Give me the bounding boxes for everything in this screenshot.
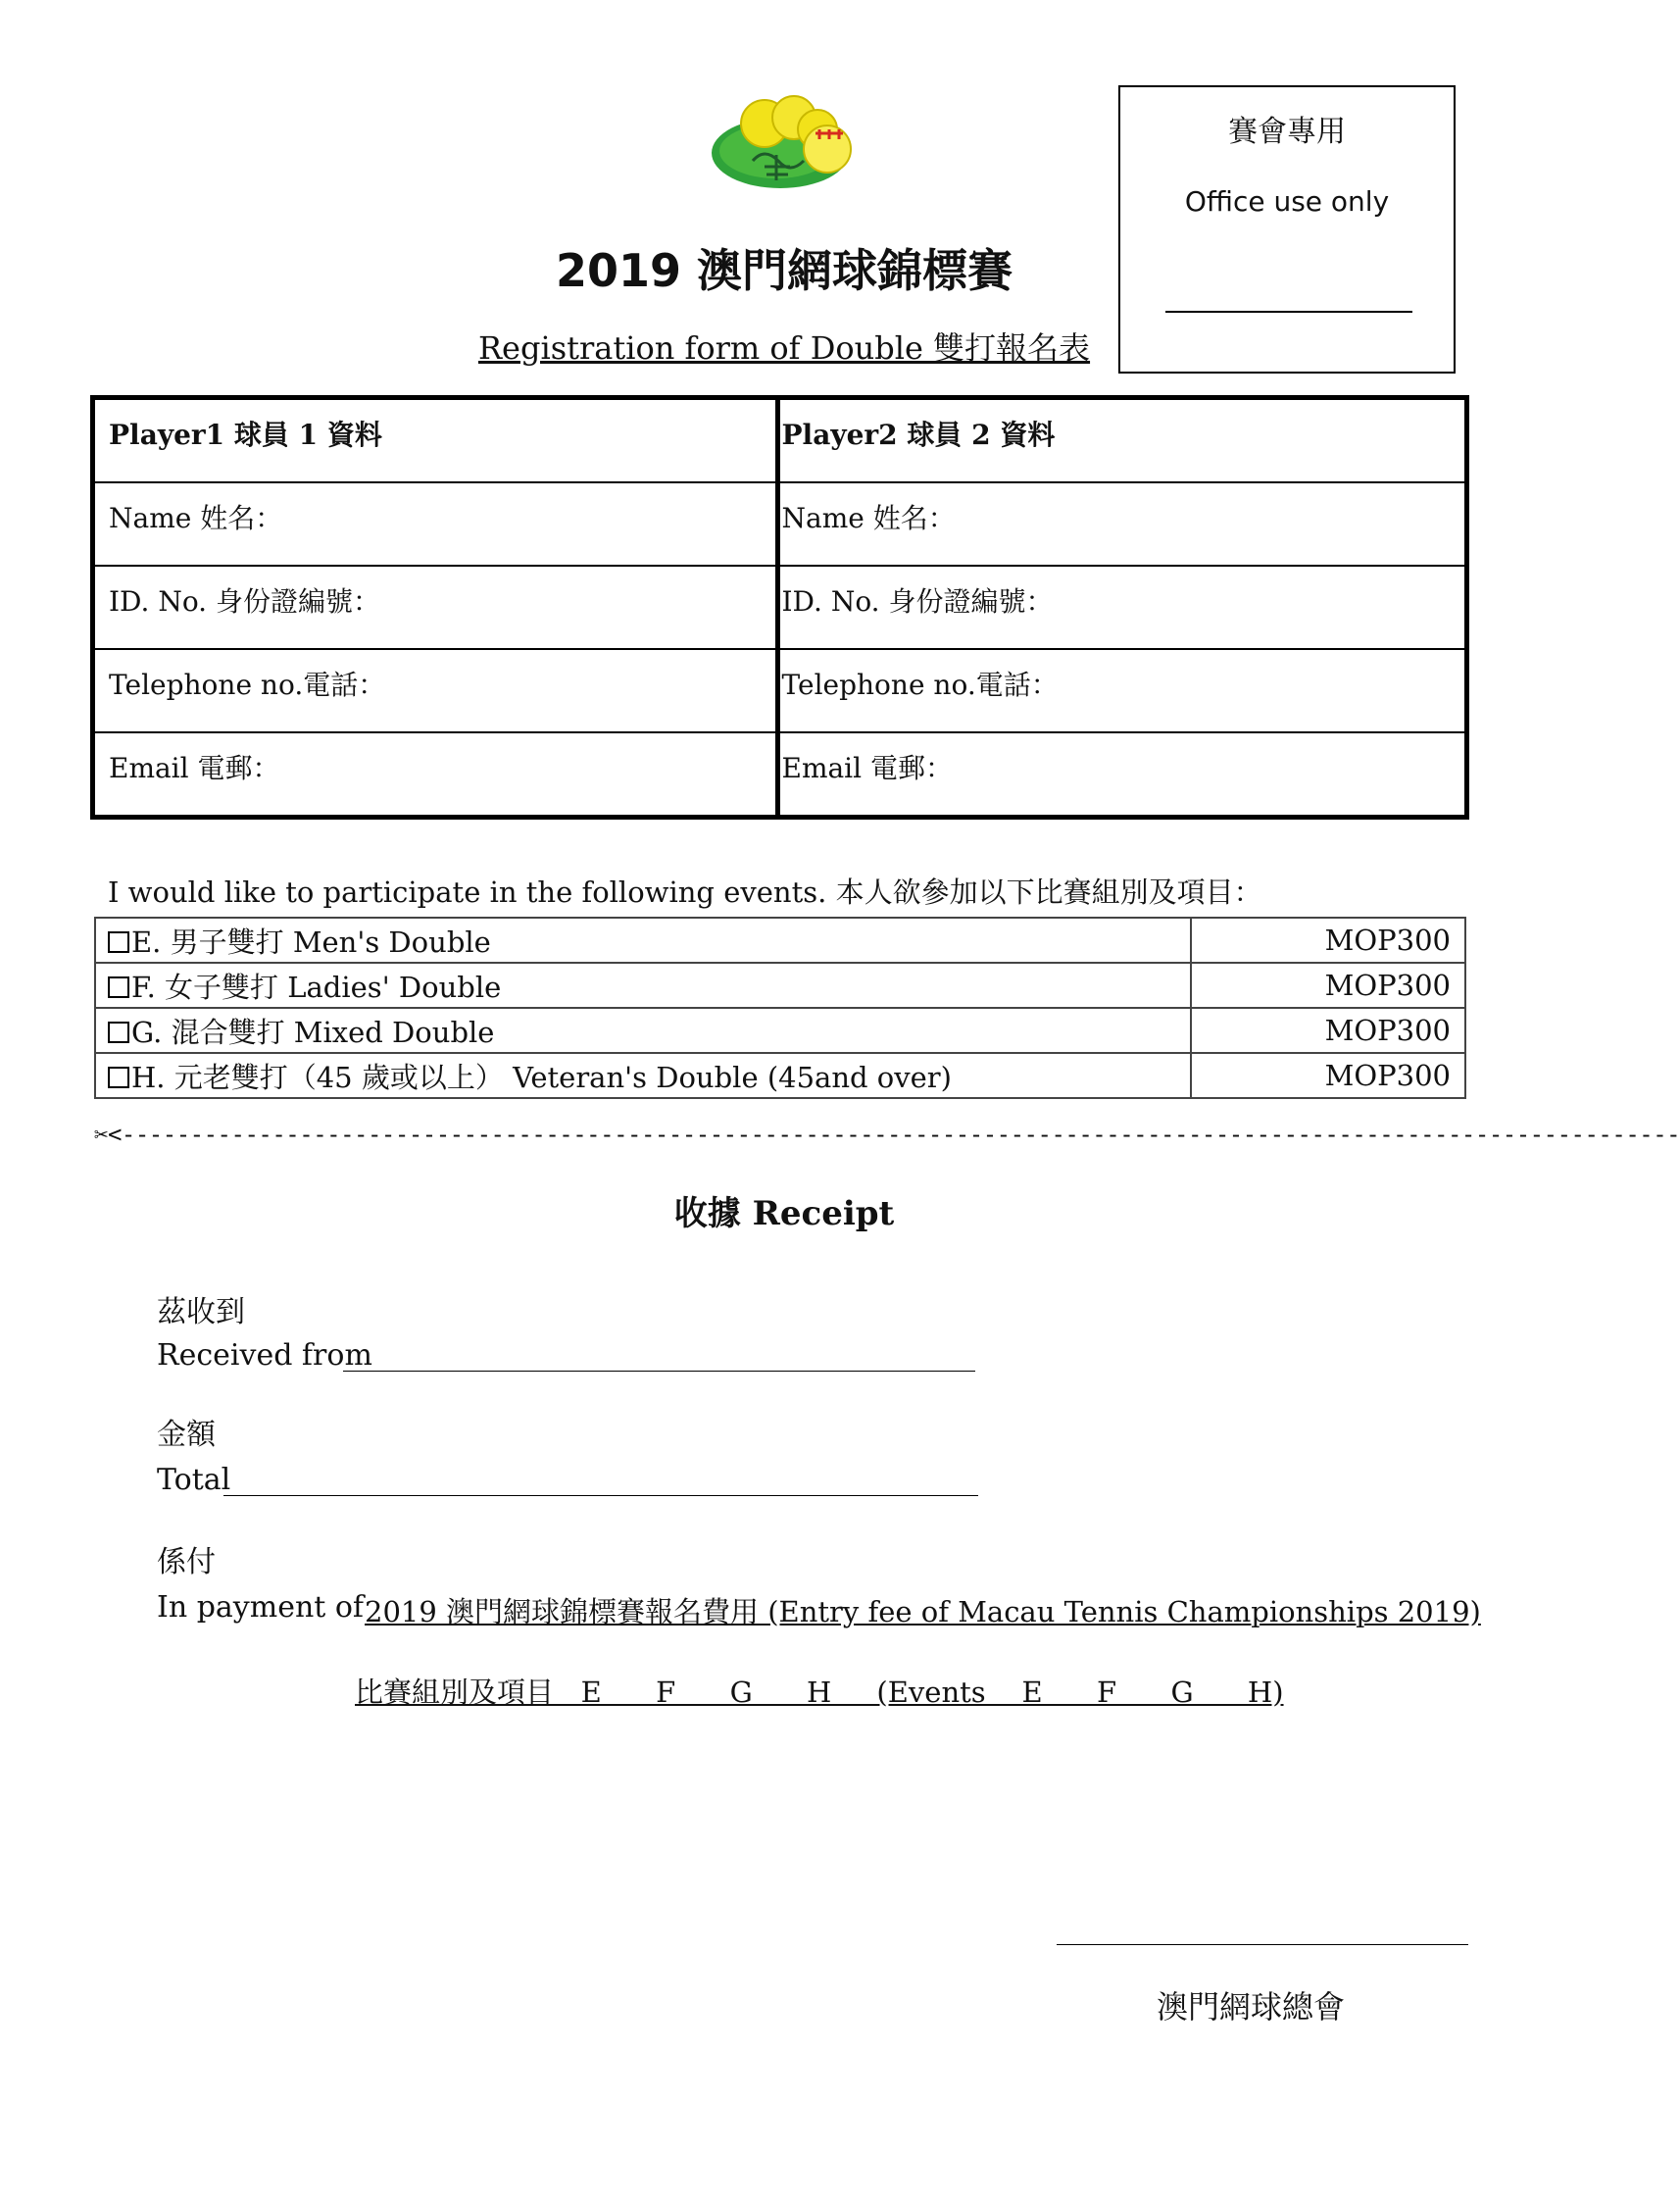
received-label-en: Received from (157, 1338, 372, 1373)
event-e-fee: MOP300 (1191, 918, 1465, 963)
total-label-en: Total (157, 1463, 231, 1497)
office-use-label-en: Office use only (1184, 185, 1390, 218)
event-row-e (95, 918, 1465, 963)
player1-id-field[interactable]: ID. No. 身份證編號： (95, 567, 775, 650)
player1-name-field[interactable]: Name 姓名： (95, 483, 775, 567)
player-info-table (90, 395, 1469, 820)
event-e-label: E. 男子雙打 Men's Double (131, 925, 491, 959)
tennis-association-logo (708, 90, 872, 196)
checkbox-g[interactable] (108, 1022, 129, 1043)
event-row-g (95, 1008, 1465, 1053)
checkbox-h[interactable] (108, 1067, 129, 1088)
player2-telephone-field[interactable]: Telephone no.電話： (780, 650, 1465, 733)
signature-line (1057, 1944, 1468, 1945)
page-title: 2019 澳門網球錦標賽 (555, 244, 1013, 297)
event-label-cell (95, 1008, 1191, 1053)
checkbox-e[interactable] (108, 931, 129, 953)
player2-name-field[interactable]: Name 姓名： (780, 483, 1465, 567)
player1-email-field[interactable]: Email 電郵： (109, 752, 280, 784)
signatory-name: 澳門網球總會 (1157, 1988, 1346, 2026)
scissors-cut-line: ✂<------------------------------------------------------------------------------------------------------------------ (94, 1121, 1680, 1148)
event-h-label: H. 元老雙打（45 歲或以上） Veteran's Double (45and over) (131, 1060, 952, 1094)
event-label-cell (95, 963, 1191, 1008)
total-field[interactable] (223, 1495, 978, 1496)
event-g-fee: MOP300 (1191, 1008, 1465, 1053)
player2-email-field[interactable]: Email 電郵： (781, 752, 953, 784)
player1-header: Player1 球員 1 資料 (95, 400, 775, 483)
event-label-cell (95, 918, 1191, 963)
office-use-label-zh: 賽會專用 (1228, 115, 1346, 149)
payment-label-en: In payment of (157, 1590, 365, 1625)
events-table (94, 917, 1466, 1099)
event-row-f (95, 963, 1465, 1008)
payment-value: 2019 澳門網球錦標賽報名費用 (Entry fee of Macau Tennis Championships 2019) (365, 1595, 1481, 1628)
payment-label-zh: 係付 (157, 1545, 216, 1579)
events-selection-line: 比賽組別及項目 E F G H (Events E F G H) (355, 1676, 1284, 1709)
event-row-h (95, 1053, 1465, 1098)
player1-column (95, 400, 780, 815)
player2-column (780, 400, 1465, 815)
receipt-title: 收據 Receipt (673, 1194, 895, 1233)
event-h-fee: MOP300 (1191, 1053, 1465, 1098)
player2-header: Player2 球員 2 資料 (780, 400, 1465, 483)
event-f-label: F. 女子雙打 Ladies' Double (131, 970, 502, 1004)
total-label-zh: 金額 (157, 1418, 216, 1452)
player2-id-field[interactable]: ID. No. 身份證編號： (780, 567, 1465, 650)
events-intro: I would like to participate in the following events. 本人欲參加以下比賽組別及項目： (108, 875, 1262, 909)
event-label-cell (95, 1053, 1191, 1098)
office-use-box (1118, 85, 1456, 374)
checkbox-f[interactable] (108, 976, 129, 998)
event-f-fee: MOP300 (1191, 963, 1465, 1008)
received-from-field[interactable] (343, 1371, 975, 1372)
player1-telephone-field[interactable]: Telephone no.電話： (95, 650, 775, 733)
received-label-zh: 茲收到 (157, 1295, 245, 1329)
office-use-field[interactable] (1165, 311, 1412, 313)
event-g-label: G. 混合雙打 Mixed Double (131, 1015, 495, 1049)
page-subtitle: Registration form of Double 雙打報名表 (477, 329, 1091, 367)
